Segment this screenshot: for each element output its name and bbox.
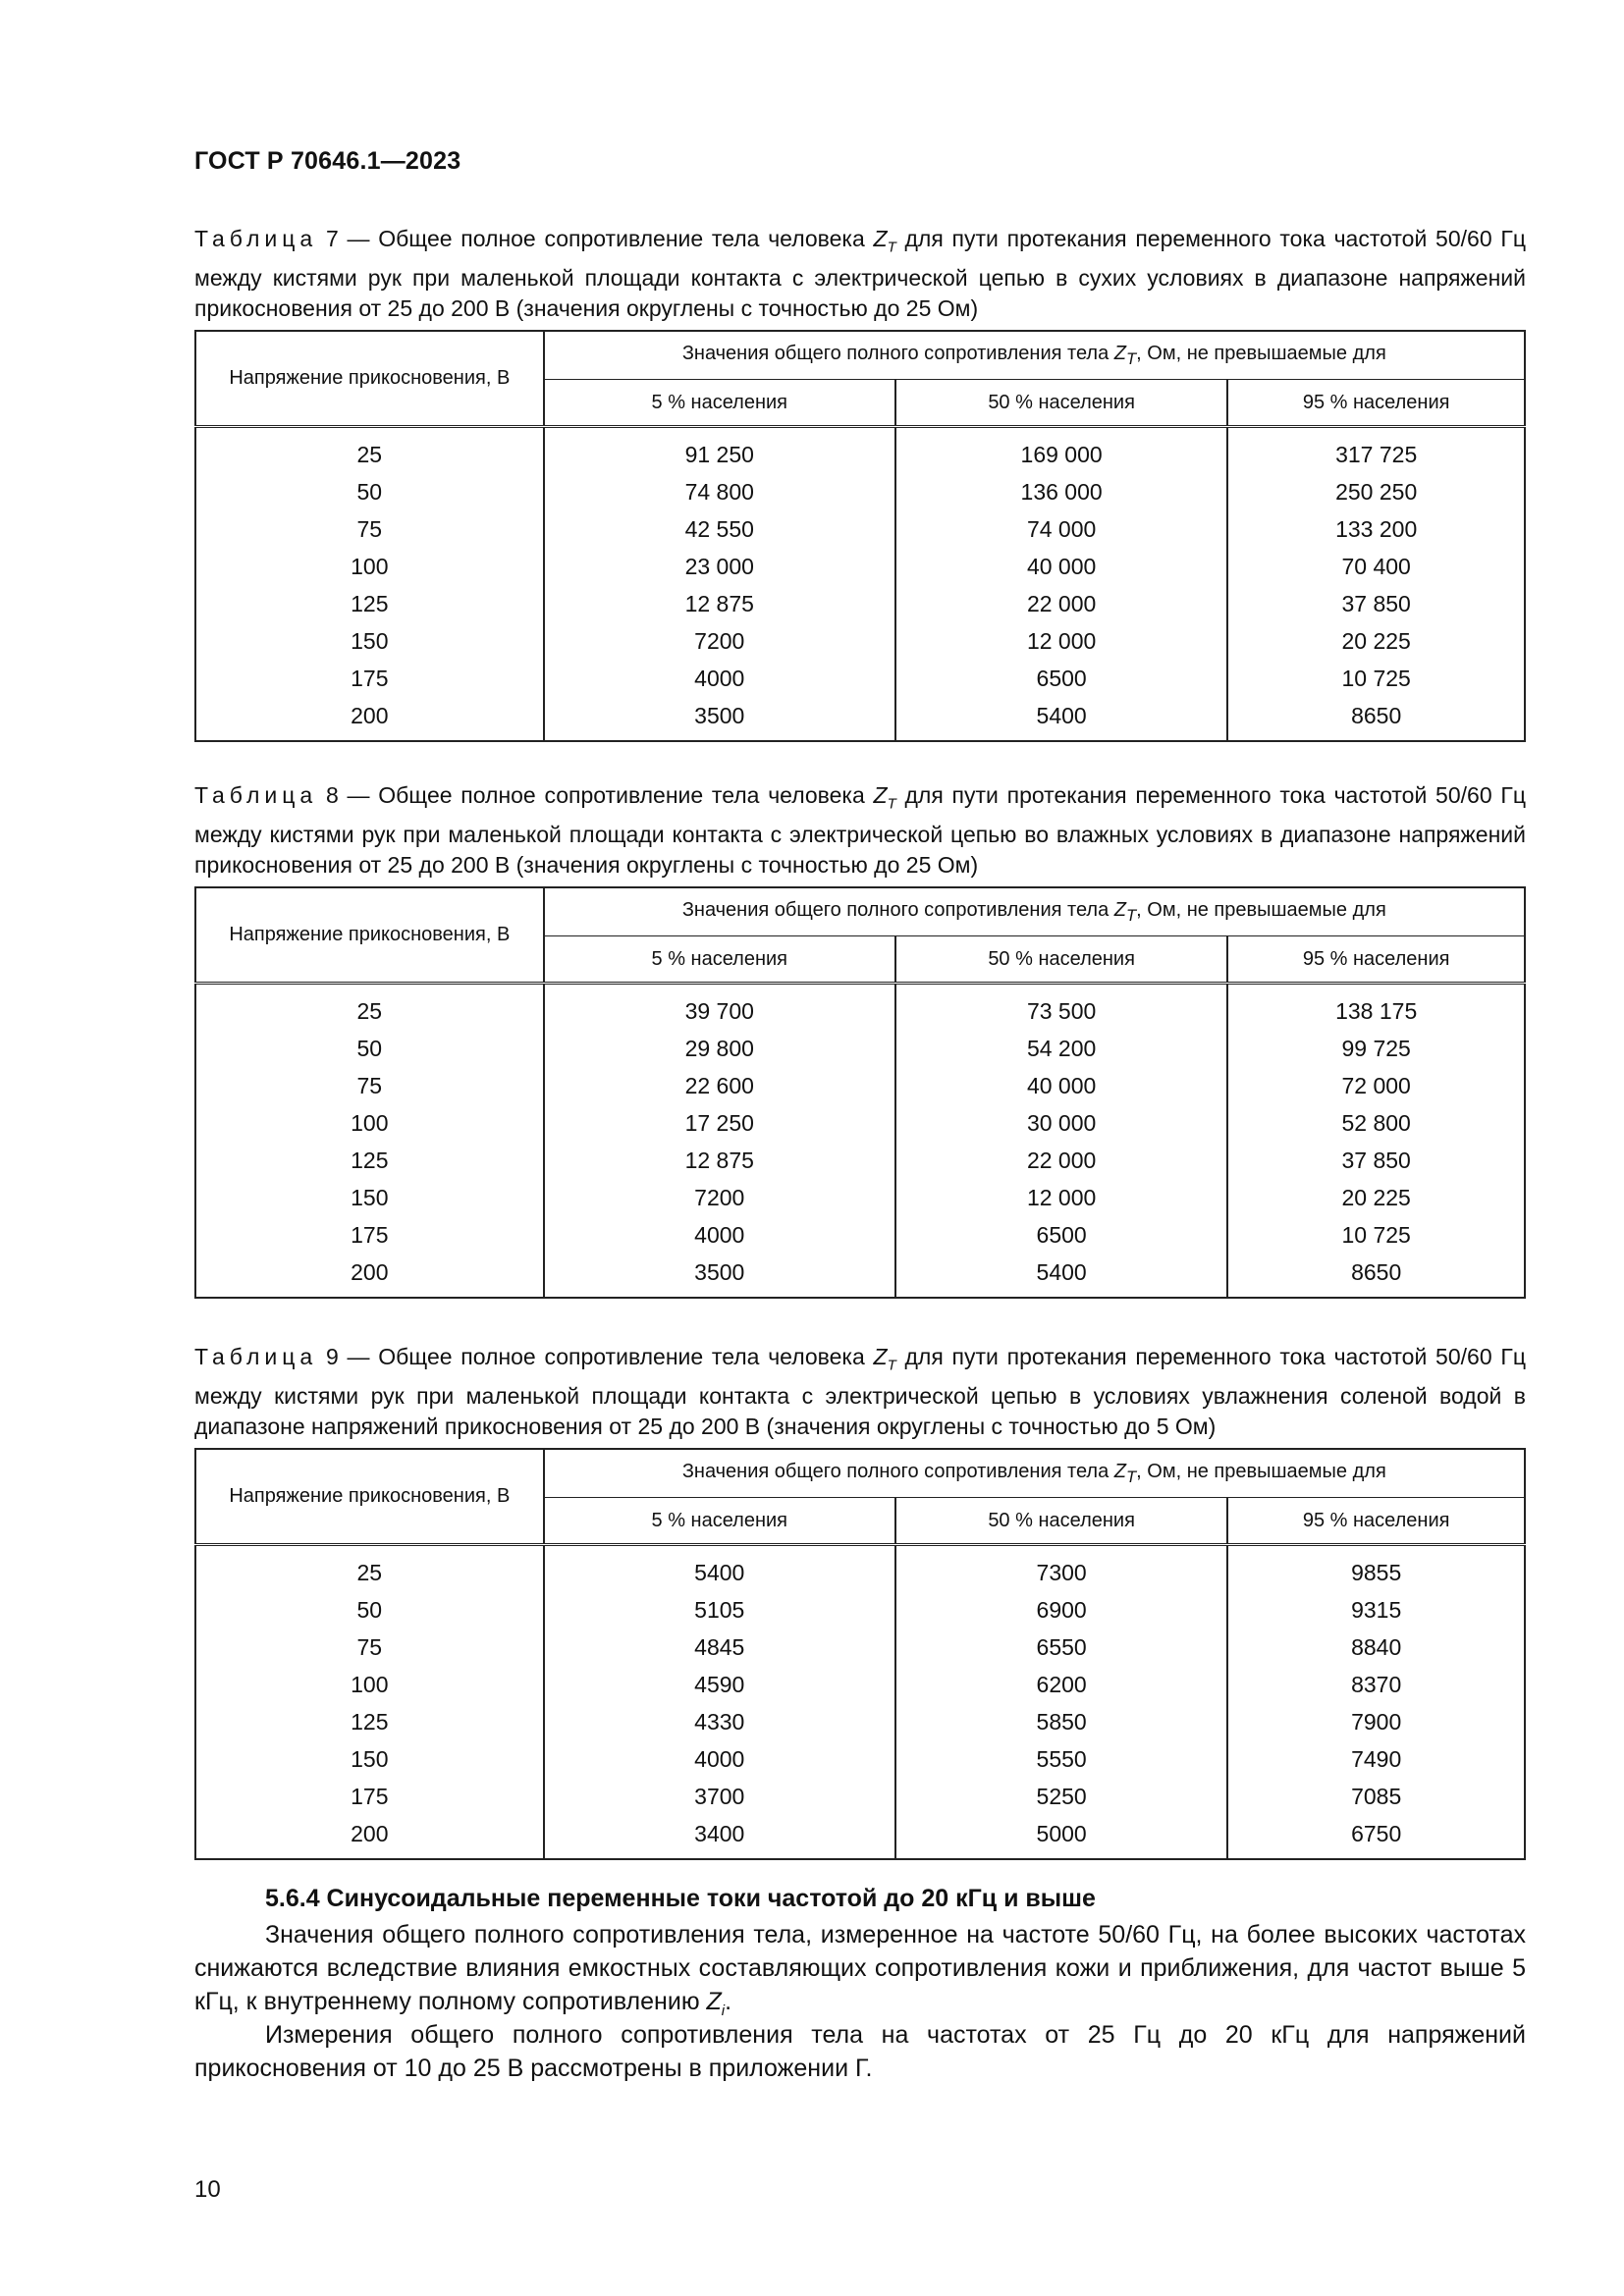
table-row: 200 3400 5000 6750 — [195, 1815, 1525, 1859]
table-label: Таблица — [194, 226, 318, 251]
table-row: 175 4000 6500 10 725 — [195, 660, 1525, 697]
header-group: Значения общего полного сопротивления тела $Z_T$, Ом, не превышаемые для — [544, 331, 1525, 380]
header-5pct: 5 % населения — [544, 936, 895, 984]
page-number: 10 — [194, 2176, 221, 2203]
header-50pct: 50 % населения — [895, 380, 1227, 427]
table-7-caption: Таблица 7 — Общее полное сопротивление тела человека $Z_T$ для пути протекания переменного тока частотой 50/60 Гц между кистями рук при маленькой площади контакта с электрической цепью в сухих условиях в диапазоне напряжений прикосновения от 25 до 200 В (значения округлены с точностью до 25 Ом) — [194, 226, 1526, 321]
table-row: 150 4000 5550 7490 — [195, 1740, 1525, 1778]
table-number: 8 — [325, 782, 339, 808]
table-row: 50 29 800 54 200 99 725 — [195, 1030, 1525, 1067]
table-row: 100 17 250 30 000 52 800 — [195, 1104, 1525, 1142]
section-title: 5.6.4 Синусоидальные переменные токи частотой до 20 кГц и выше — [265, 1885, 1096, 1912]
table-row: 125 12 875 22 000 37 850 — [195, 1142, 1525, 1179]
table-8 — [194, 886, 1526, 1299]
document-header: ГОСТ Р 70646.1—2023 — [194, 147, 461, 175]
table-number: 7 — [325, 226, 339, 251]
table-row: 175 3700 5250 7085 — [195, 1778, 1525, 1815]
table-row: 150 7200 12 000 20 225 — [195, 622, 1525, 660]
table-row: 75 4845 6550 8840 — [195, 1629, 1525, 1666]
table-row: 50 74 800 136 000 250 250 — [195, 473, 1525, 510]
header-95pct: 95 % населения — [1227, 380, 1525, 427]
table-number: 9 — [325, 1344, 339, 1369]
table-row: 25 91 250 169 000 317 725 — [195, 427, 1525, 474]
table-row: 100 23 000 40 000 70 400 — [195, 548, 1525, 585]
section-paragraph-2: Измерения общего полного сопротивления тела на частотах от 25 Гц до 20 кГц для напряжений прикосновения от 10 до 25 В рассмотрены в приложении Г. — [194, 2021, 1526, 2082]
header-group: Значения общего полного сопротивления тела $Z_T$, Ом, не превышаемые для — [544, 887, 1525, 936]
header-50pct: 50 % населения — [895, 936, 1227, 984]
table-9 — [194, 1448, 1526, 1860]
table-7 — [194, 330, 1526, 742]
header-5pct: 5 % населения — [544, 1498, 895, 1545]
table-9-caption: Таблица 9 — Общее полное сопротивление тела человека $Z_T$ для пути протекания переменного тока частотой 50/60 Гц между кистями рук при маленькой площади контакта с электрической цепью в условиях увлажнения соленой водой в диапазоне напряжений прикосновения от 25 до 200 В (значения округлены с точностью до 5 Ом) — [194, 1344, 1526, 1439]
header-95pct: 95 % населения — [1227, 936, 1525, 984]
table-row: 150 7200 12 000 20 225 — [195, 1179, 1525, 1216]
header-group: Значения общего полного сопротивления тела $Z_T$, Ом, не превышаемые для — [544, 1449, 1525, 1498]
table-row: 25 5400 7300 9855 — [195, 1545, 1525, 1592]
table-row: 200 3500 5400 8650 — [195, 697, 1525, 741]
table-label: Таблица — [194, 782, 318, 808]
section-paragraph-1: Значения общего полного сопротивления тела, измеренное на частоте 50/60 Гц, на более высоких частотах снижаются вследствие влияния емкостных составляющих сопротивления кожи и приближения, для частот выше 5 кГц, к внутреннему полному сопротивлению $Z_i$. — [194, 1921, 1526, 2019]
table-row: 125 12 875 22 000 37 850 — [195, 585, 1525, 622]
table-row: 25 39 700 73 500 138 175 — [195, 984, 1525, 1031]
table-row: 75 22 600 40 000 72 000 — [195, 1067, 1525, 1104]
header-voltage: Напряжение прикосновения, В — [195, 331, 544, 427]
table-row: 175 4000 6500 10 725 — [195, 1216, 1525, 1254]
table-row: 125 4330 5850 7900 — [195, 1703, 1525, 1740]
header-95pct: 95 % населения — [1227, 1498, 1525, 1545]
header-5pct: 5 % населения — [544, 380, 895, 427]
table-row: 100 4590 6200 8370 — [195, 1666, 1525, 1703]
header-voltage: Напряжение прикосновения, В — [195, 1449, 544, 1545]
table-8-caption: Таблица 8 — Общее полное сопротивление тела человека $Z_T$ для пути протекания переменного тока частотой 50/60 Гц между кистями рук при маленькой площади контакта с электрической цепью во влажных условиях в диапазоне напряжений прикосновения от 25 до 200 В (значения округлены с точностью до 25 Ом) — [194, 782, 1526, 878]
table-label: Таблица — [194, 1344, 318, 1369]
table-row: 75 42 550 74 000 133 200 — [195, 510, 1525, 548]
header-voltage: Напряжение прикосновения, В — [195, 887, 544, 984]
table-row: 50 5105 6900 9315 — [195, 1591, 1525, 1629]
table-row: 200 3500 5400 8650 — [195, 1254, 1525, 1298]
header-50pct: 50 % населения — [895, 1498, 1227, 1545]
